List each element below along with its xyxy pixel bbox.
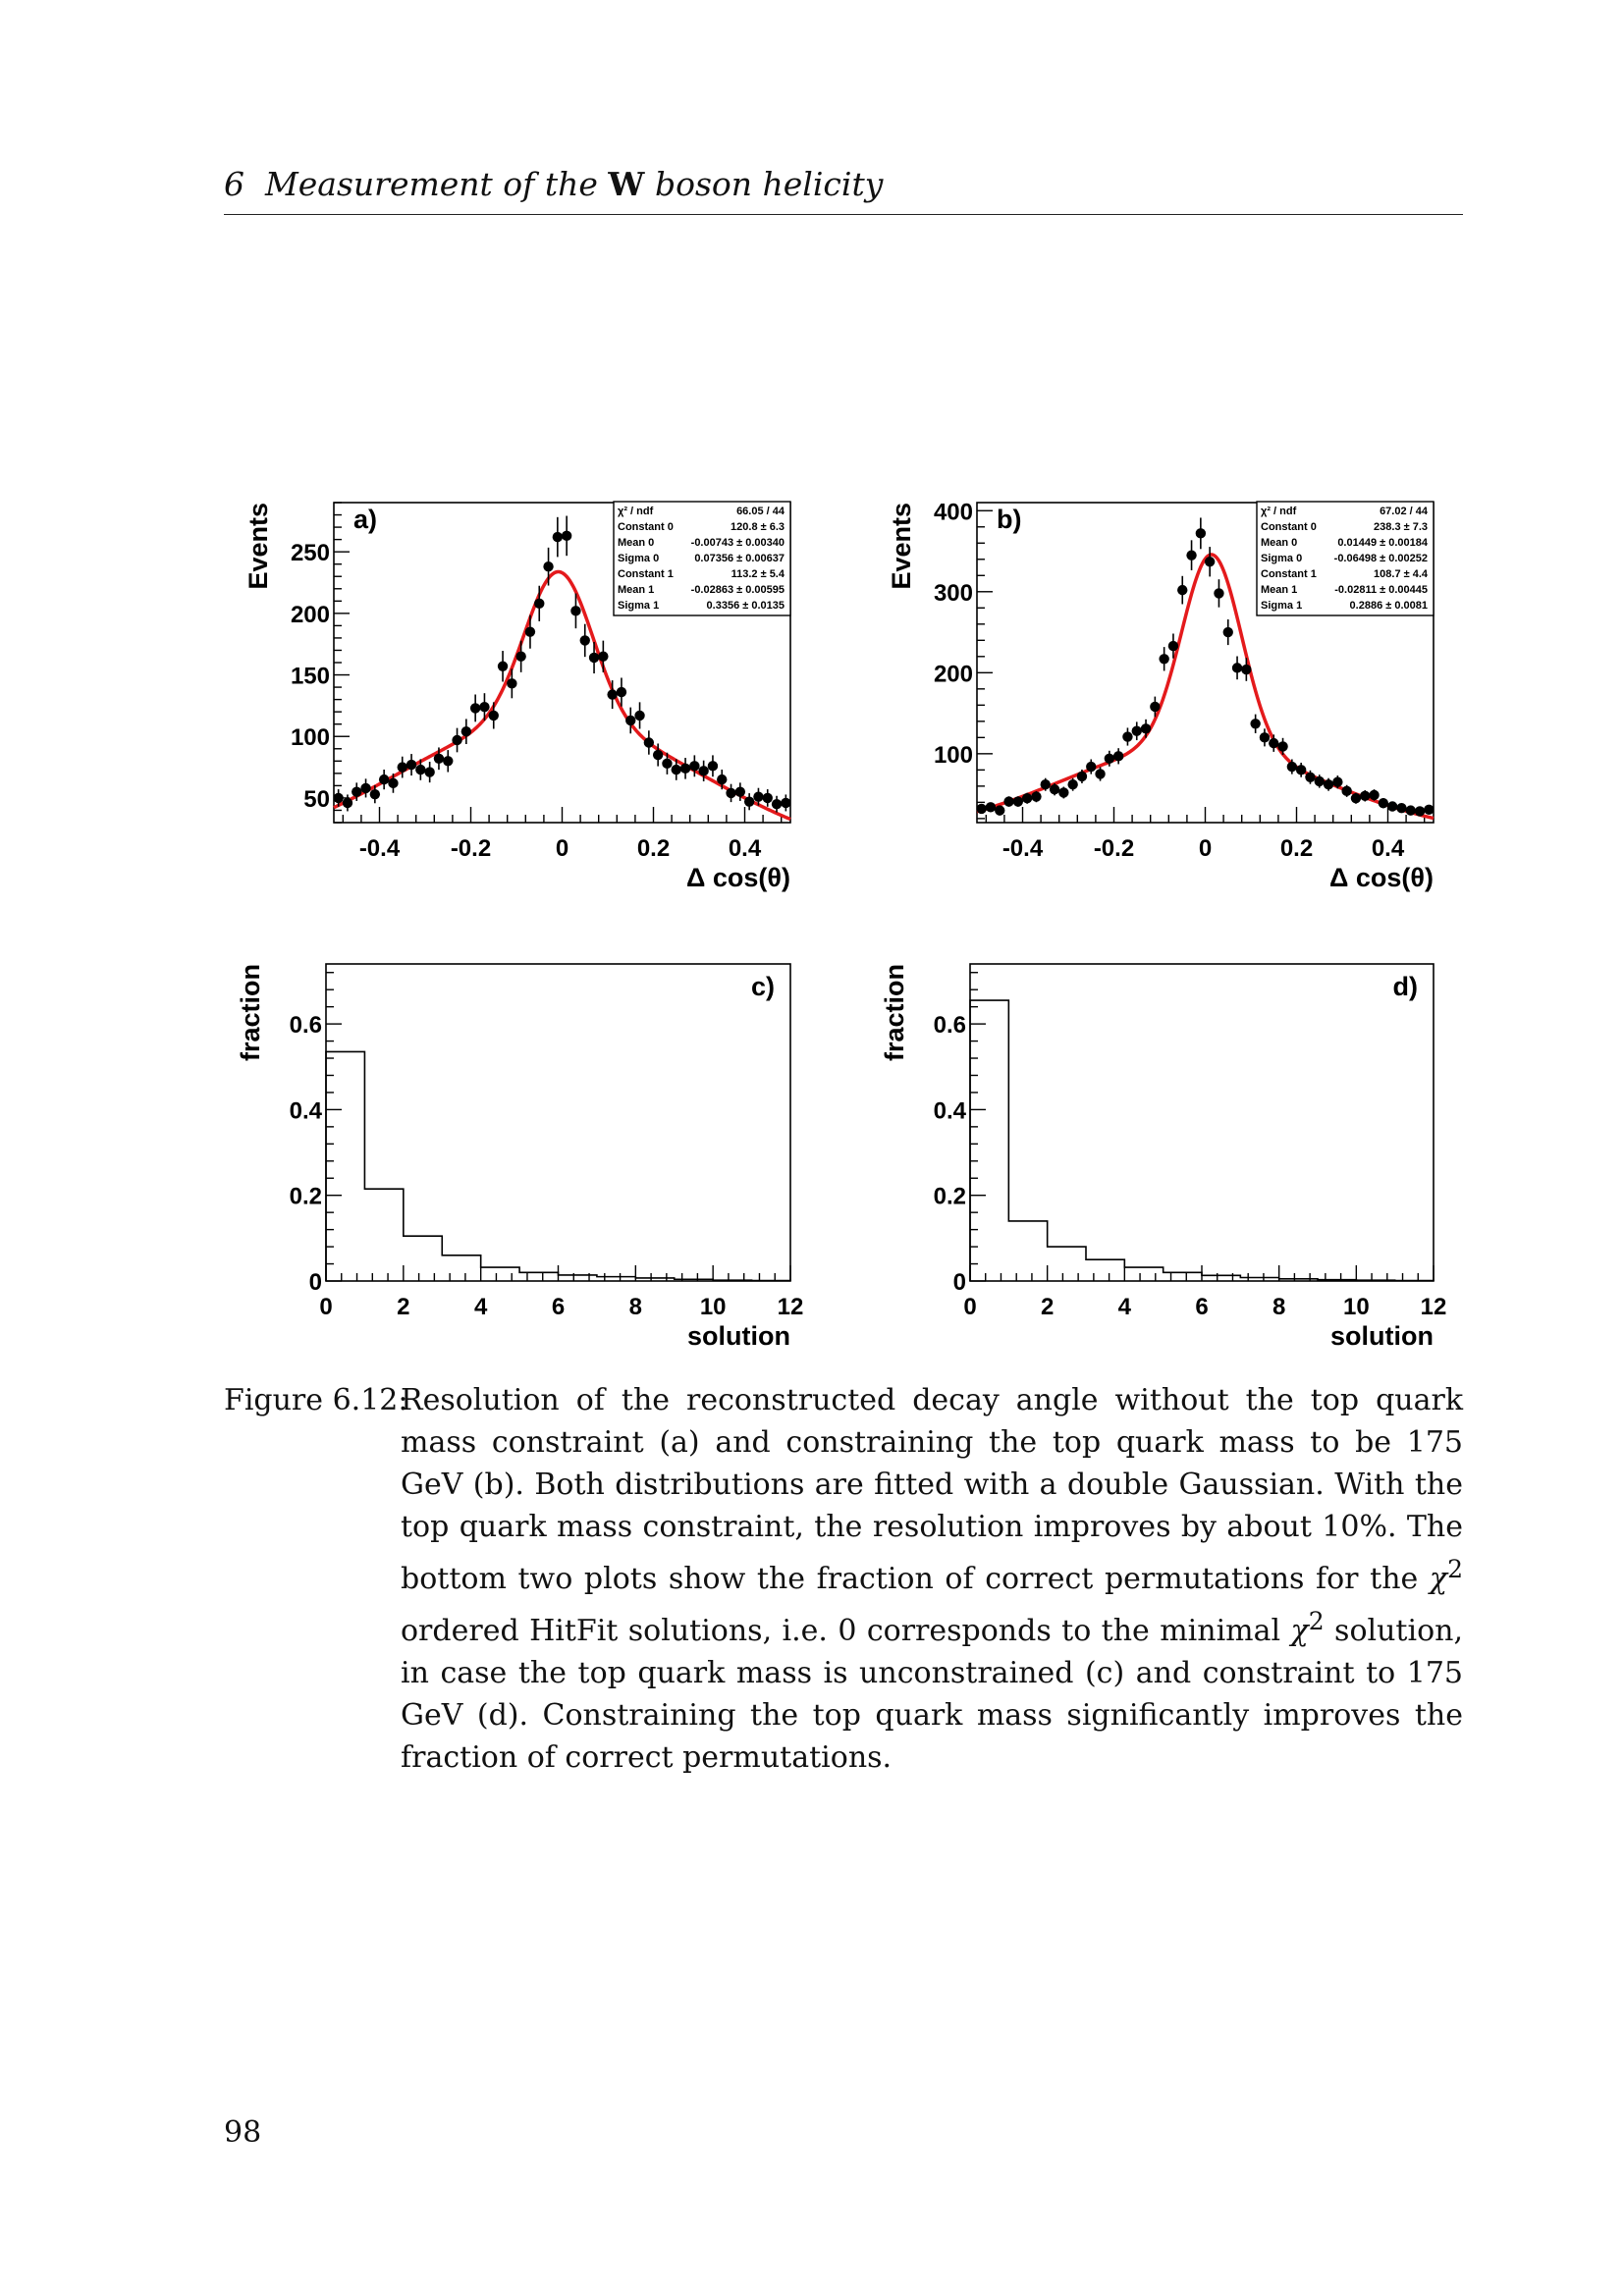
- x-tick-label: 12: [1420, 1294, 1447, 1320]
- histogram-bar: [1164, 1272, 1202, 1281]
- x-tick-label: -0.4: [1001, 835, 1044, 862]
- data-point: [1223, 627, 1233, 637]
- stats-value: 0.07356 ± 0.00637: [694, 553, 785, 564]
- data-point: [1050, 784, 1059, 794]
- stats-label: Constant 0: [618, 521, 674, 533]
- y-axis-title: fraction: [880, 964, 909, 1062]
- data-point: [1415, 806, 1425, 816]
- data-point: [570, 606, 580, 615]
- chart-panel-d: [880, 964, 1446, 1351]
- data-point: [1186, 550, 1196, 560]
- data-point: [1022, 793, 1032, 803]
- histogram-bar: [364, 1189, 403, 1281]
- histogram-bar: [635, 1278, 674, 1281]
- stats-value: 67.02 / 44: [1380, 506, 1428, 517]
- data-point: [598, 652, 608, 662]
- data-point: [498, 662, 508, 671]
- histogram-bar: [559, 1275, 597, 1281]
- data-point: [1332, 777, 1342, 787]
- y-tick-label: 0.4: [933, 1097, 966, 1125]
- histogram-bar: [1356, 1280, 1394, 1281]
- x-tick-label: -0.2: [1093, 835, 1135, 862]
- data-point: [1086, 762, 1096, 772]
- x-axis-title: Δ cos(θ): [1328, 863, 1434, 892]
- histogram-bar: [481, 1267, 519, 1281]
- data-point: [1260, 732, 1270, 742]
- superscript-2: 2: [1447, 1555, 1463, 1583]
- data-point: [398, 762, 407, 772]
- x-axis-title: solution: [1330, 1321, 1434, 1351]
- data-point: [1168, 641, 1178, 651]
- data-point: [352, 786, 361, 796]
- caption-text-1: Resolution of the reconstructed decay angle without the top quark mass constraint (a) and constraining the top quark mass to be 175 GeV (b). Both distributions are fitted with a double Gaussian. With the top quark mass constraint, the resolution improves by about 10%. The bottom two plots show the fraction of correct permutations for the: [401, 1383, 1463, 1596]
- data-point: [607, 689, 617, 699]
- stats-label: χ² / ndf: [1261, 506, 1297, 517]
- data-point: [543, 561, 553, 571]
- caption-text-2: ordered HitFit solutions, i.e. 0 corresponds to the minimal: [401, 1614, 1281, 1648]
- y-tick-label: 0: [308, 1269, 322, 1296]
- data-point: [479, 702, 489, 712]
- header-title-bold: W: [608, 165, 645, 203]
- data-point: [1067, 779, 1077, 789]
- stats-value: 0.2886 ± 0.0081: [1349, 600, 1428, 612]
- histogram-bar: [1279, 1279, 1318, 1281]
- x-tick-label: 12: [777, 1294, 804, 1320]
- stats-label: Mean 1: [618, 584, 655, 596]
- stats-label: Sigma 1: [618, 600, 660, 612]
- data-point: [1324, 779, 1333, 789]
- y-tick-label: 100: [933, 741, 973, 769]
- x-axis-title: solution: [687, 1321, 790, 1351]
- data-point: [553, 532, 563, 542]
- y-tick-label: 0: [952, 1269, 966, 1296]
- histogram-bar: [1086, 1259, 1124, 1281]
- data-point: [781, 798, 790, 808]
- y-tick-label: 0.4: [289, 1097, 322, 1125]
- data-point: [1305, 773, 1315, 782]
- panel-label: b): [997, 505, 1022, 534]
- stats-value: 0.3356 ± 0.0135: [706, 600, 785, 612]
- chart-panel-b: [887, 499, 1435, 892]
- data-point: [1196, 528, 1206, 538]
- x-tick-label: 10: [699, 1294, 727, 1320]
- data-point: [717, 774, 727, 784]
- x-tick-label: 6: [1195, 1294, 1209, 1320]
- data-point: [1058, 787, 1068, 797]
- data-point: [644, 737, 654, 747]
- chi-symbol: χ: [1429, 1562, 1448, 1596]
- y-tick-label: 0.2: [289, 1183, 322, 1210]
- y-axis-title: Events: [244, 503, 273, 590]
- data-point: [360, 783, 370, 793]
- data-point: [424, 767, 434, 776]
- data-point: [1351, 793, 1361, 803]
- stats-label: Mean 0: [618, 537, 655, 549]
- x-tick-label: 0: [555, 835, 569, 862]
- header-title-part-1: Measurement of the: [264, 165, 598, 203]
- data-point: [1177, 585, 1187, 595]
- y-tick-label: 150: [290, 663, 330, 690]
- data-point: [1269, 738, 1278, 748]
- data-point: [562, 531, 571, 541]
- data-point: [489, 711, 499, 721]
- data-point: [689, 761, 699, 771]
- stats-label: Constant 1: [1261, 568, 1317, 580]
- x-tick-label: 0.4: [728, 835, 762, 862]
- x-tick-label: 6: [551, 1294, 566, 1320]
- data-point: [995, 805, 1004, 815]
- y-axis-title: fraction: [236, 964, 265, 1062]
- stats-label: Mean 0: [1261, 537, 1298, 549]
- data-point: [1296, 765, 1306, 774]
- x-tick-label: 8: [1272, 1294, 1286, 1320]
- data-point: [470, 703, 480, 713]
- y-tick-label: 100: [290, 724, 330, 752]
- data-point: [976, 804, 986, 814]
- histogram-bar: [970, 1000, 1008, 1281]
- data-point: [672, 765, 681, 774]
- data-point: [698, 766, 708, 775]
- x-tick-label: -0.2: [450, 835, 492, 862]
- histogram-bar: [1008, 1221, 1047, 1281]
- data-point: [379, 774, 389, 784]
- stats-value: 120.8 ± 6.3: [731, 521, 785, 533]
- data-point: [1387, 801, 1397, 811]
- header-title-part-2: boson helicity: [654, 165, 884, 203]
- caption-text-3: solution, in case the top quark mass is unconstrained (c) and constraint to 175 GeV (d). Constraining the top quark mass significantly improves the fraction of correct permutations.: [401, 1614, 1463, 1775]
- data-point: [617, 687, 626, 697]
- data-point: [1315, 776, 1325, 786]
- panel-label: d): [1392, 972, 1418, 1001]
- data-point: [343, 798, 352, 808]
- data-point: [370, 789, 380, 799]
- histogram-bar: [675, 1279, 713, 1281]
- x-tick-label: 0.2: [1279, 835, 1314, 862]
- stats-label: Sigma 0: [1261, 553, 1303, 564]
- data-point: [1287, 762, 1297, 772]
- data-point: [662, 759, 672, 769]
- data-point: [1113, 751, 1123, 761]
- histogram-bar: [326, 1051, 364, 1281]
- data-point: [726, 788, 735, 798]
- histogram-bar: [1124, 1267, 1163, 1281]
- data-point: [1205, 557, 1215, 566]
- data-point: [534, 599, 544, 609]
- data-point: [1277, 741, 1287, 751]
- data-point: [680, 764, 690, 774]
- caption-body: [401, 1379, 1463, 1779]
- data-point: [1077, 772, 1087, 781]
- data-point: [1141, 723, 1151, 733]
- data-point: [1095, 769, 1105, 778]
- histogram-bar: [1318, 1280, 1356, 1281]
- x-tick-label: 0: [319, 1294, 333, 1320]
- histogram-bar: [442, 1255, 480, 1281]
- data-point: [589, 653, 599, 663]
- data-point: [772, 799, 782, 809]
- stats-label: Sigma 1: [1261, 600, 1303, 612]
- stats-value: 0.01449 ± 0.00184: [1337, 537, 1428, 549]
- x-tick-label: 0: [1198, 835, 1213, 862]
- histogram-bar: [404, 1236, 442, 1281]
- data-point: [986, 802, 996, 812]
- panel-label: c): [750, 972, 775, 1001]
- chart-panel-c: [236, 964, 803, 1351]
- data-point: [443, 756, 453, 766]
- page-number: 98: [224, 2115, 262, 2150]
- x-tick-label: 2: [397, 1294, 410, 1320]
- stats-value: 238.3 ± 7.3: [1374, 521, 1428, 533]
- stats-value: -0.00743 ± 0.00340: [690, 537, 785, 549]
- histogram-bar: [1240, 1278, 1278, 1281]
- data-point: [1122, 731, 1132, 741]
- x-axis-title: Δ cos(θ): [685, 863, 790, 892]
- y-axis-title: Events: [887, 503, 916, 590]
- stats-value: 113.2 ± 5.4: [731, 568, 785, 580]
- y-tick-label: 0.2: [933, 1183, 966, 1210]
- x-tick-label: -0.4: [358, 835, 401, 862]
- data-point: [388, 778, 398, 788]
- data-point: [653, 750, 663, 760]
- y-tick-label: 400: [933, 499, 973, 526]
- chart-panel-a: [244, 502, 791, 892]
- y-tick-label: 200: [290, 601, 330, 628]
- data-point: [1341, 786, 1351, 796]
- y-tick-label: 300: [933, 579, 973, 607]
- stats-value: 66.05 / 44: [736, 506, 785, 517]
- y-tick-label: 200: [933, 661, 973, 688]
- data-point: [1132, 726, 1142, 736]
- data-point: [434, 754, 444, 764]
- data-point: [1369, 790, 1379, 800]
- data-point: [634, 711, 644, 721]
- data-point: [735, 786, 745, 796]
- x-tick-label: 0: [963, 1294, 977, 1320]
- data-point: [1232, 663, 1242, 672]
- data-point: [1041, 779, 1051, 789]
- stats-value: -0.02811 ± 0.00445: [1334, 584, 1428, 596]
- x-tick-label: 2: [1040, 1294, 1055, 1320]
- x-tick-label: 0.4: [1371, 835, 1405, 862]
- data-point: [580, 635, 590, 645]
- stats-label: Constant 1: [618, 568, 674, 580]
- data-point: [461, 726, 471, 736]
- data-point: [708, 761, 718, 771]
- stats-label: Sigma 0: [618, 553, 660, 564]
- data-point: [452, 735, 461, 745]
- data-point: [1406, 805, 1416, 815]
- chapter-number: 6: [224, 165, 244, 203]
- data-point: [406, 760, 416, 770]
- histogram-bar: [713, 1280, 751, 1281]
- histogram-bar: [1048, 1247, 1086, 1281]
- data-point: [1003, 796, 1013, 806]
- x-tick-label: 4: [473, 1294, 488, 1320]
- data-point: [515, 652, 525, 662]
- data-point: [1214, 588, 1223, 598]
- data-point: [415, 765, 425, 774]
- data-point: [1250, 719, 1260, 728]
- y-tick-label: 0.6: [289, 1012, 322, 1040]
- data-point: [1241, 665, 1251, 674]
- stats-label: Constant 0: [1261, 521, 1317, 533]
- data-point: [625, 716, 635, 725]
- x-tick-label: 10: [1342, 1294, 1370, 1320]
- data-point: [1379, 798, 1388, 808]
- x-tick-label: 0.2: [636, 835, 671, 862]
- data-point: [1159, 654, 1168, 664]
- data-point: [1150, 702, 1160, 712]
- histogram-bar: [1202, 1275, 1240, 1281]
- data-point: [1396, 803, 1406, 813]
- stats-value: -0.02863 ± 0.00595: [690, 584, 785, 596]
- y-tick-label: 0.6: [933, 1012, 966, 1040]
- histogram-bar: [597, 1277, 635, 1281]
- stats-label: Mean 1: [1261, 584, 1298, 596]
- data-point: [333, 793, 343, 803]
- data-point: [1013, 796, 1023, 806]
- data-point: [1105, 754, 1114, 764]
- stats-label: χ² / ndf: [618, 506, 654, 517]
- histogram-bar: [519, 1272, 558, 1281]
- x-tick-label: 8: [628, 1294, 643, 1320]
- data-point: [525, 626, 535, 636]
- stats-value: 108.7 ± 4.4: [1374, 568, 1428, 580]
- data-point: [1360, 791, 1370, 801]
- y-tick-label: 50: [303, 785, 330, 813]
- data-point: [1031, 791, 1041, 801]
- x-tick-label: 4: [1117, 1294, 1132, 1320]
- stats-value: -0.06498 ± 0.00252: [1333, 553, 1428, 564]
- data-point: [507, 678, 516, 688]
- superscript-2: 2: [1308, 1607, 1325, 1635]
- y-tick-label: 250: [290, 540, 330, 567]
- chi-symbol: χ: [1290, 1614, 1309, 1648]
- data-point: [1424, 805, 1434, 815]
- data-point: [763, 793, 773, 803]
- caption-label: Figure 6.12:: [224, 1383, 408, 1417]
- data-point: [744, 796, 754, 806]
- data-point: [753, 791, 763, 801]
- panel-label: a): [353, 505, 378, 534]
